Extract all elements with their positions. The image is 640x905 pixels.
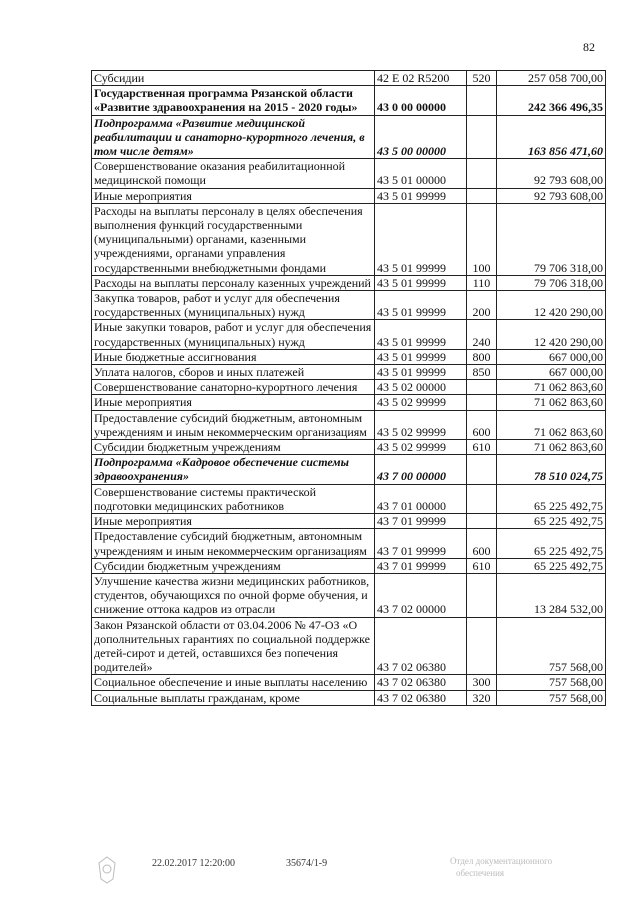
row-sum-cell: 667 000,00 [497,365,606,380]
row-sum-cell: 71 062 863,60 [497,410,606,439]
row-name-cell: Закон Рязанской области от 03.04.2006 № 47-ОЗ «О дополнительных гарантиях по социальной поддержке детей-сирот и детей, оставшихся без попечения родителей» [92,617,375,675]
row-name-cell: Иные бюджетные ассигнования [92,349,375,364]
row-name-cell: Субсидии бюджетным учреждениям [92,440,375,455]
table-row [92,159,606,188]
row-type-cell [467,395,497,410]
table-row [92,558,606,573]
row-code-cell: 43 5 01 99999 [375,188,467,203]
row-name-cell: Подпрограмма «Кадровое обеспечение системы здравоохранения» [92,455,375,484]
row-name-cell: Подпрограмма «Развитие медицинской реабилитации и санаторно-курортного лечения, в том числе детям» [92,115,375,159]
table-row [92,349,606,364]
row-code-cell: 43 5 00 00000 [375,115,467,159]
row-sum-cell: 79 706 318,00 [497,203,606,275]
row-code-cell: 43 5 01 99999 [375,320,467,349]
row-sum-cell: 667 000,00 [497,349,606,364]
row-code-cell: 43 5 01 99999 [375,275,467,290]
row-code-cell: 43 7 01 99999 [375,529,467,558]
row-code-cell: 43 7 01 00000 [375,484,467,513]
row-sum-cell: 13 284 532,00 [497,573,606,617]
row-name-cell: Социальные выплаты гражданам, кроме [92,690,375,705]
table-row [92,86,606,115]
table-row [92,365,606,380]
row-name-cell: Предоставление субсидий бюджетным, автономным учреждениям и иным некоммерческим организациям [92,410,375,439]
row-sum-cell: 257 058 700,00 [497,71,606,86]
row-type-cell: 300 [467,675,497,690]
stamp-line-2: обеспечения [456,868,505,878]
row-code-cell: 43 5 01 99999 [375,365,467,380]
row-name-cell: Государственная программа Рязанской области «Развитие здравоохранения на 2015 - 2020 годы» [92,86,375,115]
emblem-icon [96,855,118,885]
table-row [92,617,606,675]
row-name-cell: Расходы на выплаты персоналу казенных учреждений [92,275,375,290]
row-code-cell: 43 7 02 06380 [375,690,467,705]
row-type-cell: 600 [467,410,497,439]
row-code-cell: 43 5 01 99999 [375,203,467,275]
row-sum-cell: 757 568,00 [497,617,606,675]
row-name-cell: Иные закупки товаров, работ и услуг для обеспечения государственных (муниципальных) нужд [92,320,375,349]
table-row [92,573,606,617]
row-sum-cell: 65 225 492,75 [497,529,606,558]
table-row [92,320,606,349]
row-sum-cell: 71 062 863,60 [497,380,606,395]
row-sum-cell: 65 225 492,75 [497,484,606,513]
table-row [92,380,606,395]
row-name-cell: Иные мероприятия [92,188,375,203]
footer-doc-number: 35674/1-9 [286,858,328,869]
row-code-cell: 43 5 02 99999 [375,395,467,410]
row-type-cell [467,573,497,617]
row-type-cell: 200 [467,291,497,320]
row-code-cell: 43 5 01 00000 [375,159,467,188]
page-number: 82 [583,40,595,54]
row-type-cell [467,455,497,484]
footer-stamp [450,855,552,879]
row-sum-cell: 78 510 024,75 [497,455,606,484]
row-code-cell: 43 7 02 06380 [375,675,467,690]
row-sum-cell: 163 856 471,60 [497,115,606,159]
row-code-cell: 42 Е 02 R5200 [375,71,467,86]
table-row [92,71,606,86]
table-row [92,203,606,275]
row-name-cell: Расходы на выплаты персоналу в целях обеспечения выполнения функций государственными (муниципальными) органами, казенными учреждениями, органами управления государственными внебюджетными фондами [92,203,375,275]
row-sum-cell: 92 793 608,00 [497,188,606,203]
table-row [92,410,606,439]
table-row [92,484,606,513]
row-type-cell: 800 [467,349,497,364]
row-sum-cell: 92 793 608,00 [497,159,606,188]
row-type-cell: 320 [467,690,497,705]
row-type-cell [467,484,497,513]
row-type-cell: 600 [467,529,497,558]
row-name-cell: Субсидии бюджетным учреждениям [92,558,375,573]
row-code-cell: 43 7 02 06380 [375,617,467,675]
row-sum-cell: 71 062 863,60 [497,440,606,455]
row-sum-cell: 79 706 318,00 [497,275,606,290]
row-code-cell: 43 7 01 99999 [375,514,467,529]
row-sum-cell: 65 225 492,75 [497,514,606,529]
row-name-cell: Иные мероприятия [92,395,375,410]
table-row [92,514,606,529]
table-row [92,675,606,690]
table-row [92,529,606,558]
table-row [92,690,606,705]
row-type-cell: 110 [467,275,497,290]
budget-table-body [92,71,606,706]
row-name-cell: Улучшение качества жизни медицинских работников, студентов, обучающихся по очной форме обучения, и снижение оттока кадров из отрасли [92,573,375,617]
row-name-cell: Уплата налогов, сборов и иных платежей [92,365,375,380]
row-type-cell [467,159,497,188]
row-type-cell [467,617,497,675]
row-type-cell: 610 [467,558,497,573]
row-type-cell [467,188,497,203]
row-code-cell: 43 5 01 99999 [375,291,467,320]
row-sum-cell: 71 062 863,60 [497,395,606,410]
row-type-cell: 610 [467,440,497,455]
row-code-cell: 43 5 02 99999 [375,410,467,439]
row-code-cell: 43 5 02 99999 [375,440,467,455]
row-name-cell: Совершенствование системы практической подготовки медицинских работников [92,484,375,513]
row-name-cell: Предоставление субсидий бюджетным, автономным учреждениям и иным некоммерческим организациям [92,529,375,558]
row-type-cell: 100 [467,203,497,275]
row-name-cell: Совершенствование санаторно-курортного лечения [92,380,375,395]
row-sum-cell: 12 420 290,00 [497,291,606,320]
row-type-cell: 240 [467,320,497,349]
table-row [92,115,606,159]
row-type-cell [467,514,497,529]
table-row [92,395,606,410]
row-name-cell: Закупка товаров, работ и услуг для обеспечения государственных (муниципальных) нужд [92,291,375,320]
row-type-cell [467,115,497,159]
budget-table [91,70,606,706]
row-sum-cell: 65 225 492,75 [497,558,606,573]
row-code-cell: 43 0 00 00000 [375,86,467,115]
row-name-cell: Социальное обеспечение и иные выплаты населению [92,675,375,690]
table-row [92,455,606,484]
row-name-cell: Совершенствование оказания реабилитационной медицинской помощи [92,159,375,188]
row-code-cell: 43 7 01 99999 [375,558,467,573]
row-code-cell: 43 5 01 99999 [375,349,467,364]
row-sum-cell: 757 568,00 [497,690,606,705]
footer-timestamp: 22.02.2017 12:20:00 [152,858,236,869]
row-code-cell: 43 7 00 00000 [375,455,467,484]
row-type-cell [467,380,497,395]
row-sum-cell: 12 420 290,00 [497,320,606,349]
row-name-cell: Субсидии [92,71,375,86]
stamp-line-1: Отдел документационного [450,856,553,866]
row-sum-cell: 757 568,00 [497,675,606,690]
row-name-cell: Иные мероприятия [92,514,375,529]
row-type-cell [467,86,497,115]
row-sum-cell: 242 366 496,35 [497,86,606,115]
table-row [92,275,606,290]
row-code-cell: 43 5 02 00000 [375,380,467,395]
row-code-cell: 43 7 02 00000 [375,573,467,617]
table-row [92,440,606,455]
table-row [92,291,606,320]
table-row [92,188,606,203]
row-type-cell: 850 [467,365,497,380]
row-type-cell: 520 [467,71,497,86]
